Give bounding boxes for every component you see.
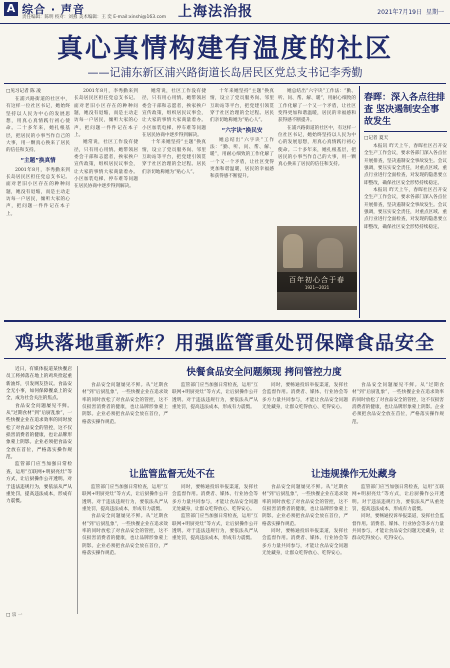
story-column-4 xyxy=(210,88,274,316)
second-column-5 xyxy=(82,484,168,664)
main-headline: 真心真情构建有温度的社区 xyxy=(56,34,393,64)
story-paragraph: 2001年8月，李秀勤来到长岛居民区担任党总支书记。面对老旧小区存在的种种问题，她没有退缩，而是主动走访每一户居民，倾听大家的心声，把问题一件件记在本子上。 xyxy=(74,89,138,139)
second-column-7 xyxy=(262,484,348,664)
story-paragraph: 她总结出“六字诀”工作法：“勤、听、问、帮、解、暖”，用耐心细致的工作化解了一个又一个矛盾，让社区变得更加和谐温暖，居民的幸福感和获得感不断提升。 xyxy=(278,89,356,124)
issue-date xyxy=(373,7,444,16)
centennial-photo xyxy=(277,226,357,310)
subhead-2: “六字诀”换民安 xyxy=(221,127,263,134)
commentary-author: □记者 夏天 xyxy=(364,136,389,141)
story-paragraph: 2001年8月，李秀勤来到长岛居民区担任党总支书记。面对老旧小区存在的种种问题，她没有退缩，而是主动走访每一户居民，倾听大家的心声，把问题一件件记在本子上。 xyxy=(6,167,70,217)
second-paragraph: 同时，要畅通投诉举报渠道，发挥社会监督作用。消费者、媒体、行业协会等多方力量共同参与，才能让食品安全问题无处藏身，让群众吃得放心、吃得安心。 xyxy=(172,485,258,513)
story-paragraph: 十年来她坚持“主题”换真情，设立了党员服务岗、邻里互助站等平台，把党建引领贯穿于社区治理的全过程。居民们亲切地称她为“贴心人”。 xyxy=(210,89,274,124)
second-headline: 鸡块落地重新炸？用强监管重处罚保障食品安全 xyxy=(14,332,435,354)
lead-paragraph: 监管部门应当加强日常检查，运用“互联网+明厨亮灶”等方式，让后厨操作公开透明。对于违法违规行为，要依法从严从重处罚，提高违法成本，形成有力震慑。 xyxy=(6,462,72,505)
story-column-3 xyxy=(142,88,206,316)
kicker-3: 让违规操作无处藏身 xyxy=(311,469,397,480)
commentary-paragraph: 本报讯 昨天上午，春晖社区召开安全生产工作会议，要求各部门深入各点位开展排查，坚决遏制安全事故发生。会议强调，要压实安全责任，对重点区域、重点行业进行全面检查，对发现的隐患要立即整改，确保社区安全形势持续稳定。 xyxy=(364,144,447,186)
second-column-8 xyxy=(352,484,444,664)
photo-years: 1921—2021 xyxy=(304,285,330,290)
commentary-title: 春晖：深入各点往排查 坚决遏制安全事故发生 xyxy=(364,93,446,127)
photo-figure xyxy=(283,234,303,268)
headline-rule xyxy=(4,83,446,84)
second-headline-rule xyxy=(4,358,446,359)
second-paragraph: 同时，要畅通投诉举报渠道，发挥社会监督作用。消费者、媒体、行业协会等多方力量共同参与，才能让食品安全问题无处藏身，让群众吃得放心、吃得安心。 xyxy=(352,514,444,542)
editor-line: 责任编辑：陈明 校对：刘燕 美术编辑：王 奕 E-mail:xinshi@163.com xyxy=(22,15,167,20)
lead-commentary-box xyxy=(6,366,78,618)
story-paragraph: 她总结出“六字诀”工作法：“勤、听、问、帮、解、暖”，用耐心细致的工作化解了一个又一个矛盾，让社区变得更加和谐温暖，居民的幸福感和获得感不断提升。 xyxy=(210,137,274,180)
photo-title: 百年初心合于春 xyxy=(289,276,345,284)
commentary-rule xyxy=(364,131,447,132)
second-paragraph: 监管部门应当加强日常检查，运用“互联网+明厨亮灶”等方式，让后厨操作公开透明。对于违法违规行为，要依法从严从重处罚，提高违法成本，形成有力震慑。 xyxy=(82,485,168,513)
second-paragraph: 食品安全问题屡见不鲜。从“过期食材”到“后厨乱象”，一些快餐企业在追求效率的同时放松了对食品安全的管控，这不仅损害消费者的健康，也让品牌形象蒙上阴影。企业必须把食品安全放在首位，严格落实操作规范。 xyxy=(262,485,348,527)
story-column-1 xyxy=(6,88,70,316)
byline: □见习记者 陈 凌 xyxy=(6,89,41,94)
second-paragraph: 监管部门应当加强日常检查，运用“互联网+明厨亮灶”等方式，让后厨操作公开透明。对于违法违规行为，要依法从严从重处罚，提高违法成本，形成有力震慑。 xyxy=(172,514,258,542)
newspaper-logo: 上海法治报 xyxy=(178,4,253,20)
commentary-text xyxy=(364,143,447,331)
date-text: 2021年7月19日 xyxy=(377,9,422,16)
commentary-paragraph: 本报讯 昨天上午，春晖社区召开安全生产工作会议，要求各部门深入各点位开展排查，坚决遏制安全事故发生。会议强调，要压实安全责任，对重点区域、重点行业进行全面检查，对发现的隐患要立即整改，确保社区安全形势持续稳定。 xyxy=(364,188,447,230)
second-paragraph: 监管部门应当加强日常检查，运用“互联网+明厨亮灶”等方式，让后厨操作公开透明。对于违法违规行为，要依法从严从重处罚，提高违法成本，形成有力震慑。 xyxy=(352,485,444,513)
second-column-2 xyxy=(172,382,258,462)
story-paragraph: 她常说，社区工作没有捷径，只有用心用情。她带领居委会干部和志愿者，挨家挨户宣传政策，组织居民议事会，让大家的事情大家商量着办。小区加装电梯、停车难等问题在居民协商中逐步得到解决。 xyxy=(74,140,138,190)
story-column-5 xyxy=(278,88,356,222)
second-paragraph: 监管部门应当加强日常检查，运用“互联网+明厨亮灶”等方式，让后厨操作公开透明。对于违法违规行为，要依法从严从重处罚，提高违法成本，形成有力震慑。 xyxy=(172,383,258,411)
story-column-2 xyxy=(74,88,138,316)
second-paragraph: 食品安全问题屡见不鲜。从“过期食材”到“后厨乱象”，一些快餐企业在追求效率的同时放松了对食品安全的管控，这不仅损害消费者的健康，也让品牌形象蒙上阴影。企业必须把食品安全放在首位，严格落实操作规范。 xyxy=(82,514,168,557)
kicker-1: 快餐食品安全问题频现 拷问管控力度 xyxy=(186,367,342,378)
subhead-1: “主题”换真情 xyxy=(20,157,56,164)
section-divider xyxy=(4,320,446,322)
second-paragraph: 同时，要畅通投诉举报渠道，发挥社会监督作用。消费者、媒体、行业协会等多方力量共同参与，才能让食品安全问题无处藏身，让群众吃得放心、吃得安心。 xyxy=(262,383,348,411)
lead-paragraph: 食品安全问题屡见不鲜。从“过期食材”到“后厨乱象”，一些快餐企业在追求效率的同时放松了对食品安全的管控，这不仅损害消费者的健康，也让品牌形象蒙上阴影。企业必须把食品安全放在首位，严格落实操作规范。 xyxy=(6,403,72,461)
second-column-1 xyxy=(82,382,168,462)
story-paragraph: 在浦兴路街道的社区中，有这样一位社区书记，她始终坚持以人民为中心的发展思想，用真心真情践行初心使命。二十多年来，她扎根基层，把居民的小事当作自己的大事，用一颗真心换来了居民的信任和支持。 xyxy=(6,97,70,154)
second-column-3 xyxy=(262,382,348,462)
second-column-4 xyxy=(352,382,444,462)
photo-figure xyxy=(317,238,343,268)
story-paragraph: 她常说，社区工作没有捷径，只有用心用情。她带领居委会干部和志愿者，挨家挨户宣传政策，组织居民议事会，让大家的事情大家商量着办。小区加装电梯、停车难等问题在居民协商中逐步得到解决。 xyxy=(142,89,206,139)
main-subheadline: ——记浦东新区浦兴路街道长岛居民区党总支书记李秀勤 xyxy=(87,66,363,79)
second-paragraph: 食品安全问题屡见不鲜。从“过期食材”到“后厨乱象”，一些快餐企业在追求效率的同时放松了对食品安全的管控，这不仅损害消费者的健康，也让品牌形象蒙上阴影。企业必须把食品安全放在首位，严格落实操作规范。 xyxy=(82,383,168,425)
second-paragraph: 食品安全问题屡见不鲜。从“过期食材”到“后厨乱象”，一些快餐企业在追求效率的同时放松了对食品安全的管控，这不仅损害消费者的健康，也让品牌形象蒙上阴影。企业必须把食品安全放在首位，严格落实操作规范。 xyxy=(352,383,444,425)
masthead xyxy=(0,0,450,24)
lead-paragraph: 近日，有媒体报道某快餐店员工将掉落在地上的鸡块捡起重新油炸，引发网友热议。食品安全无小事，如何保障餐桌上的安全，成为社会关注的焦点。 xyxy=(6,367,72,402)
story-paragraph: 十年来她坚持“主题”换真情，设立了党员服务岗、邻里互助站等平台，把党建引领贯穿于社区治理的全过程。居民们亲切地称她为“贴心人”。 xyxy=(142,140,206,175)
lead-text xyxy=(6,366,72,610)
commentary-box xyxy=(359,86,447,318)
section-name: 综合 · 声音 xyxy=(22,3,85,16)
weekday-text: 星期一 xyxy=(425,9,444,16)
second-paragraph: 同时，要畅通投诉举报渠道，发挥社会监督作用。消费者、媒体、行业协会等多方力量共同参与，才能让食品安全问题无处藏身，让群众吃得放心、吃得安心。 xyxy=(262,529,348,557)
story-paragraph: 在浦兴路街道的社区中，有这样一位社区书记，她始终坚持以人民为中心的发展思想，用真心真情践行初心使命。二十多年来，她扎根基层，把居民的小事当作自己的大事，用一颗真心换来了居民的信任和支持。 xyxy=(278,125,356,168)
kicker-2: 让监管监督无处不在 xyxy=(129,469,215,480)
section-letter-badge: A xyxy=(4,2,18,16)
second-column-6 xyxy=(172,484,258,664)
lead-author: □ 宗 一 xyxy=(6,613,23,618)
